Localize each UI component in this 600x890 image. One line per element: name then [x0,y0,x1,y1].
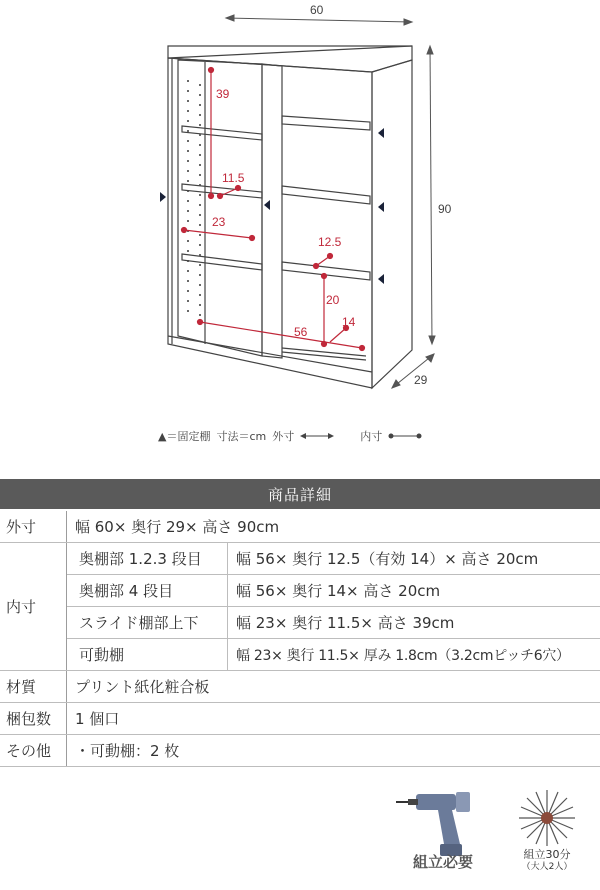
row-sublabel: スライド棚部上下 [67,607,228,639]
spec-table [0,511,600,767]
height-label: 90 [438,202,452,216]
inner-height-top-label: 39 [216,87,230,101]
footer-icons [0,780,600,890]
inner-depth-effective-label: 14 [342,315,356,329]
right-shelf-1 [282,116,370,130]
legend-fixed-shelf: ▲＝固定棚 [158,430,211,443]
inner-width-back-label: 56 [294,325,308,339]
inner-width-slide-label: 23 [212,215,226,229]
row-value: 幅 60× 奥行 29× 高さ 90cm [67,511,600,543]
bookcase-diagram [0,0,600,420]
legend [158,428,422,444]
fixed-shelf-marker-icon [160,192,166,202]
row-value: 1 個口 [67,703,600,735]
row-label: 内寸 [0,543,67,671]
cabinet-body [168,58,372,388]
table-row [0,575,600,607]
inner-depth-back-label: 12.5 [318,235,342,249]
table-row [0,511,600,543]
table-row [0,671,600,703]
assembly-time-label [512,849,582,873]
fixed-shelf-marker-icon [264,200,270,210]
row-value: 幅 56× 奥行 12.5（有効 14）× 高さ 20cm [228,543,600,575]
right-shelf-2 [282,186,370,204]
legend-unit: 寸法＝cm [216,430,267,443]
row-label: 材質 [0,671,67,703]
row-value: 幅 23× 奥行 11.5× 厚み 1.8cm（3.2cmピッチ6穴） [228,639,600,671]
table-row [0,607,600,639]
clock-burst-icon [519,790,575,846]
table-row [0,735,600,767]
row-value: ・可動棚：2 枚 [67,735,600,767]
width-label: 60 [310,3,324,17]
left-shelf-3 [182,254,262,270]
assembly-required-label: 組立必要 [413,853,474,871]
dot-line-icon [388,432,422,440]
row-sublabel: 可動棚 [67,639,228,671]
slide-unit [178,60,262,356]
row-value: プリント紙化粧合板 [67,671,600,703]
spec-title: 商品詳細 [0,479,600,509]
fixed-shelf-marker-icon [378,128,384,138]
row-label: 梱包数 [0,703,67,735]
inner-height-back-label: 20 [326,293,340,307]
drill-icon [396,792,470,856]
fixed-shelf-marker-icon [378,274,384,284]
row-label: その他 [0,735,67,767]
legend-outer: 外寸 [272,430,295,443]
assembly-time-main: 組立30分 [523,848,571,861]
assembly-time-sub: （大人2人） [521,862,573,872]
cabinet-side [372,60,412,388]
row-value: 幅 56× 奥行 14× 高さ 20cm [228,575,600,607]
row-value: 幅 23× 奥行 11.5× 高さ 39cm [228,607,600,639]
left-shelf-1 [182,126,262,140]
double-arrow-icon [300,432,334,440]
table-row [0,703,600,735]
row-sublabel: 奥棚部 4 段目 [67,575,228,607]
inner-depth-slide-label: 11.5 [222,171,245,185]
fixed-shelf-marker-icon [378,202,384,212]
depth-label: 29 [414,373,428,387]
row-label: 外寸 [0,511,67,543]
table-row [0,543,600,575]
row-sublabel: 奥棚部 1.2.3 段目 [67,543,228,575]
legend-inner: 内寸 [360,430,383,443]
table-row [0,639,600,671]
